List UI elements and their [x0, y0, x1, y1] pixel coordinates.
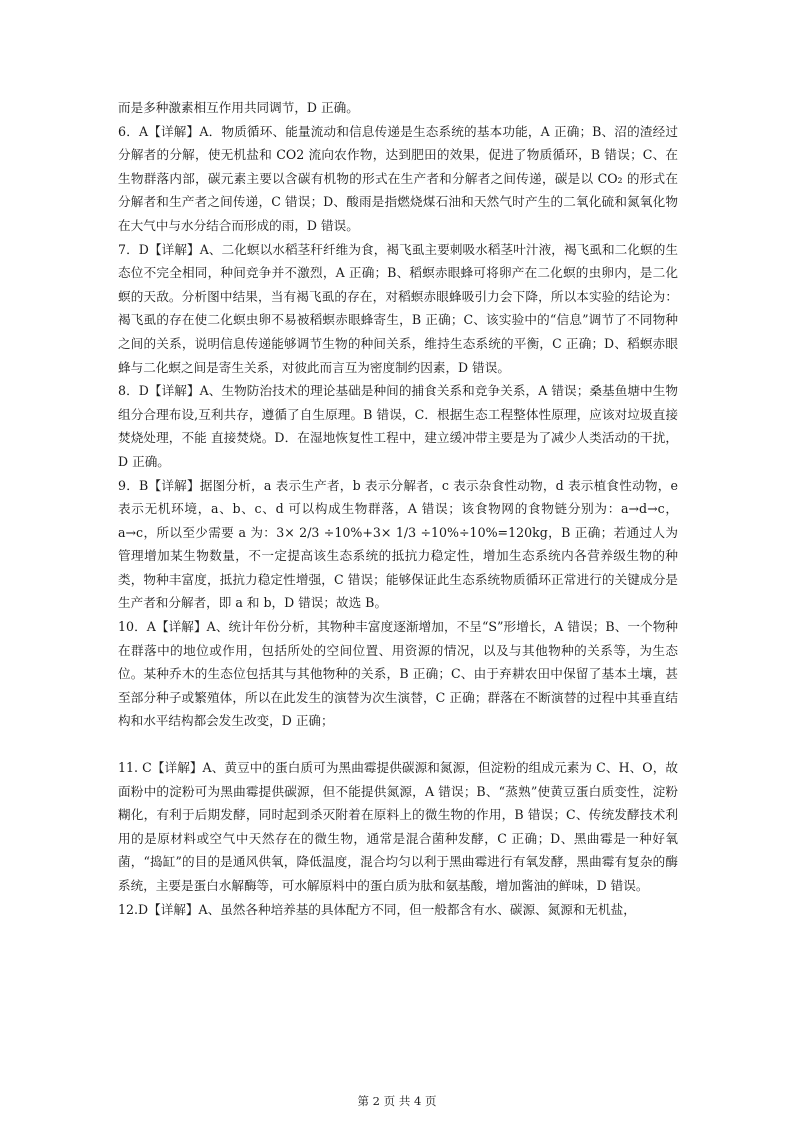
answer-9-explanation: 9．B【详解】据图分析，a 表示生产者，b 表示分解者，c 表示杂食性动物，d 表示植食性动物，e 表示无机环境，a、b、c、d 可以构成生物群落，A 错误；该食物网的食物链分别为：a→d→c，a→c，所以至少需要 a 为：3× 2/3 ÷10%+3× 1/3 ÷10%÷10%=120kg，B 正确；若通过人为管理增加某生物数量，不一定提高该生态系统的抵抗力稳定性，增加生态系统内各营养级生物的种类，物种丰富度，抵抗力稳定性增强，C 错误；能够保证此生态系统物质循环正常进行的关键成分是生产者和分解者，即 a 和 b，D 错误；故选 B。: [118, 477, 678, 611]
answer-12-explanation: 12.D【详解】A、虽然各种培养基的具体配方不同，但一般都含有水、碳源、氮源和无机盐，: [118, 901, 636, 917]
answer-11-explanation: 11. C【详解】A、黄豆中的蛋白质可为黑曲霉提供碳源和氮源，但淀粉的组成元素为 C、H、O，故面粉中的淀粉可为黑曲霉提供碳源，但不能提供氮源，A 错误；B、“蒸熟”使黄豆蛋白质变性，淀粉糊化，有利于后期发酵，同时起到杀灭附着在原料上的微生物的作用，B 错误；C、传统发酵技术利用的是原材料或空气中天然存在的微生物，通常是混合菌种发酵，C 正确；D、黑曲霉是一种好氧菌，“捣缸”的目的是通风供氧，降低温度，混合均匀以利于黑曲霉进行有氧发酵，黑曲霉有复杂的酶系统，主要是蛋白水解酶等，可水解原料中的蛋白质为肽和氨基酸，增加酱油的鲜味，D 错误。: [118, 760, 678, 893]
answer-10-explanation: 10．A【详解】A、统计年份分析，其物种丰富度逐渐增加，不呈“S”形增长，A 错误；B、一个物种在群落中的地位或作用，包括所处的空间位置、用资源的情况，以及与其他物种的关系等，为生态位。某种乔木的生态位包括其与其他物种的关系，B 正确；C、由于弃耕农田中保留了基本土壤，甚至部分种子或繁殖体，所以在此发生的演替为次生演替，C 正确；群落在不断演替的过程中其垂直结构和水平结构都会发生改变，D 正确；: [118, 619, 678, 729]
blank-line: [118, 733, 678, 756]
answer-7-explanation: 7．D【详解】A、二化螟以水稻茎秆纤维为食，褐飞虱主要刺吸水稻茎叶汁液，褐飞虱和二化螟的生态位不完全相同，种间竞争并不激烈，A 正确；B、稻螟赤眼蜂可将卵产在二化螟的虫卵内，是二化螟的天敌。分析图中结果，当有褐飞虱的存在，对稻螟赤眼蜂吸引力会下降，所以本实验的结论为：褐飞虱的存在使二化螟虫卵不易被稻螟赤眼蜂寄生，B 正确；C、该实验中的“信息”调节了不同物种之间的关系，说明信息传递能够调节生物的种间关系，维持生态系统的平衡，C 正确；D、稻螟赤眼蜂与二化螟之间是寄生关系，对彼此而言互为密度制约因素，D 错误。: [118, 241, 678, 375]
answer-8-explanation: 8．D【详解】A、生物防治技术的理论基础是种间的捕食关系和竞争关系，A 错误；桑基鱼塘中生物组分合理布设,互利共存，遵循了自生原理。B 错误，C．根据生态工程整体性原理，应该对垃圾直接焚烧处理，不能 直接焚烧。D．在湿地恢复性工程中，建立缓冲带主要是为了减少人类活动的干扰，D 正确。: [118, 383, 678, 469]
paragraph-continuation: 而是多种激素相互作用共同调节，D 正确。: [118, 100, 359, 115]
answer-6-explanation: 6．A【详解】A．物质循环、能量流动和信息传递是生态系统的基本功能，A 正确；B、沼的渣经过分解者的分解，使无机盐和 CO2 流向农作物，达到肥田的效果，促进了物质循环，B 错误；C、在生物群落内部，碳元素主要以含碳有机物的形式在生产者和分解者之间传递，碳是以 CO₂ 的形式在分解者和生产者之间传递，C 错误；D、酸雨是指燃烧煤石油和天然气时产生的二氧化硫和氮氧化物在大气中与水分结合而形成的雨，D 错误。: [118, 123, 678, 233]
page-number-footer: 第 2 页 共 4 页: [357, 1094, 437, 1108]
answer-explanations: [118, 96, 678, 921]
